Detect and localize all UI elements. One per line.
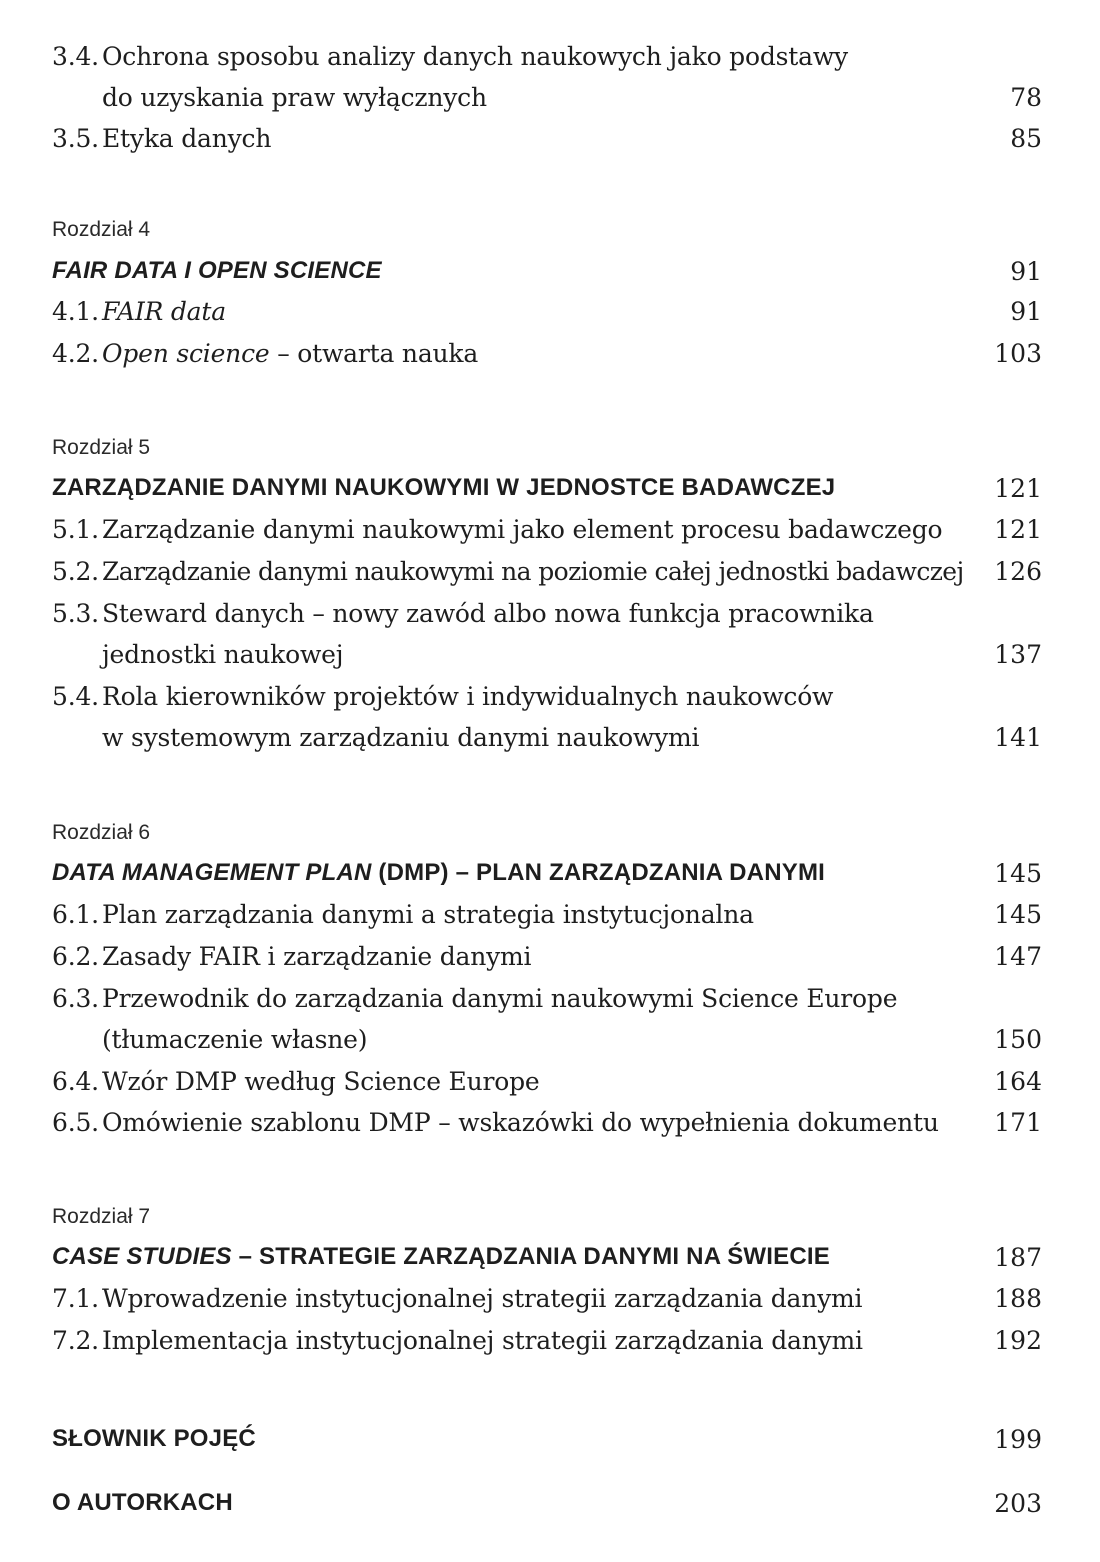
- chapter-title-rest: (DMP) – PLAN ZARZĄDZANIA DANYMI: [371, 859, 826, 886]
- section-number: 3.4.: [52, 42, 99, 71]
- section-title: Przewodnik do zarządzania danymi naukowymi Science Europe: [102, 984, 898, 1013]
- chapter-label: Rozdział 4: [52, 218, 151, 241]
- section-title-continued: do uzyskania praw wyłącznych: [102, 83, 487, 112]
- section-number: 5.1.: [52, 515, 99, 544]
- page-number: 91: [1010, 257, 1042, 286]
- page-number: 203: [994, 1489, 1042, 1518]
- page-number: 150: [994, 1025, 1042, 1054]
- section-number: 6.3.: [52, 984, 99, 1013]
- chapter-label: Rozdział 5: [52, 436, 151, 459]
- page-number: 164: [994, 1067, 1042, 1096]
- chapter-title-italic: DATA MANAGEMENT PLAN: [52, 859, 372, 886]
- section-title-italic: Open science: [102, 339, 270, 368]
- section-number: 5.3.: [52, 599, 99, 628]
- chapter-title-italic: CASE STUDIES: [52, 1243, 232, 1270]
- section-title: Zarządzanie danymi naukowymi jako element procesu badawczego: [102, 515, 943, 544]
- back-matter-title: SŁOWNIK POJĘĆ: [52, 1425, 256, 1452]
- back-matter-title: O AUTORKACH: [52, 1489, 233, 1516]
- page-number: 121: [994, 515, 1042, 544]
- section-title: Plan zarządzania danymi a strategia instytucjonalna: [102, 900, 754, 929]
- page-number: 137: [994, 640, 1042, 669]
- page-number: 199: [994, 1425, 1042, 1454]
- chapter-title: [52, 859, 825, 887]
- section-title: Etyka danych: [102, 124, 272, 153]
- page-number: 103: [994, 339, 1042, 368]
- chapter-title-rest: – STRATEGIE ZARZĄDZANIA DANYMI NA ŚWIECIE: [231, 1243, 830, 1270]
- section-title: [102, 339, 478, 368]
- section-title: Zasady FAIR i zarządzanie danymi: [102, 942, 532, 971]
- section-title: Implementacja instytucjonalnej strategii zarządzania danymi: [102, 1326, 863, 1355]
- section-title: Omówienie szablonu DMP – wskazówki do wypełnienia dokumentu: [102, 1108, 939, 1137]
- section-number: 7.1.: [52, 1284, 99, 1313]
- page-number: 78: [1010, 83, 1042, 112]
- section-title: Wprowadzenie instytucjonalnej strategii zarządzania danymi: [102, 1284, 863, 1313]
- page-number: 171: [994, 1108, 1042, 1137]
- section-title: Steward danych – nowy zawód albo nowa funkcja pracownika: [102, 599, 874, 628]
- section-title: Wzór DMP według Science Europe: [102, 1067, 540, 1096]
- section-number: 5.2.: [52, 557, 99, 586]
- page-number: 126: [994, 557, 1042, 586]
- page-number: 91: [1010, 297, 1042, 326]
- chapter-title: [52, 1243, 830, 1271]
- section-number: 4.2.: [52, 339, 99, 368]
- section-number: 6.1.: [52, 900, 99, 929]
- page-number: 147: [994, 942, 1042, 971]
- section-number: 6.2.: [52, 942, 99, 971]
- section-title-continued: jednostki naukowej: [102, 640, 344, 669]
- page-number: 85: [1010, 124, 1042, 153]
- section-title: Rola kierowników projektów i indywidualnych naukowców: [102, 682, 834, 711]
- section-number: 7.2.: [52, 1326, 99, 1355]
- section-number: 3.5.: [52, 124, 99, 153]
- section-title-italic: FAIR data: [102, 297, 226, 326]
- chapter-title: ZARZĄDZANIE DANYMI NAUKOWYMI W JEDNOSTCE BADAWCZEJ: [52, 474, 836, 501]
- section-title: [102, 297, 226, 326]
- section-number: 4.1.: [52, 297, 99, 326]
- chapter-title: FAIR DATA I OPEN SCIENCE: [52, 257, 382, 284]
- section-number: 5.4.: [52, 682, 99, 711]
- section-number: 6.5.: [52, 1108, 99, 1137]
- page-number: 192: [994, 1326, 1042, 1355]
- section-title-continued: w systemowym zarządzaniu danymi naukowymi: [102, 723, 700, 752]
- page-number: 141: [994, 723, 1042, 752]
- page-number: 145: [994, 859, 1042, 888]
- section-title-rest: – otwarta nauka: [269, 339, 479, 368]
- chapter-label: Rozdział 6: [52, 821, 151, 844]
- page-number: 188: [994, 1284, 1042, 1313]
- chapter-label: Rozdział 7: [52, 1205, 151, 1228]
- section-title: Zarządzanie danymi naukowymi na poziomie całej jednostki badawczej: [102, 557, 964, 586]
- section-title-continued: (tłumaczenie własne): [102, 1025, 368, 1054]
- page-number: 187: [994, 1243, 1042, 1272]
- page-number: 145: [994, 900, 1042, 929]
- page-number: 121: [994, 474, 1042, 503]
- section-number: 6.4.: [52, 1067, 99, 1096]
- section-title: Ochrona sposobu analizy danych naukowych jako podstawy: [102, 42, 848, 71]
